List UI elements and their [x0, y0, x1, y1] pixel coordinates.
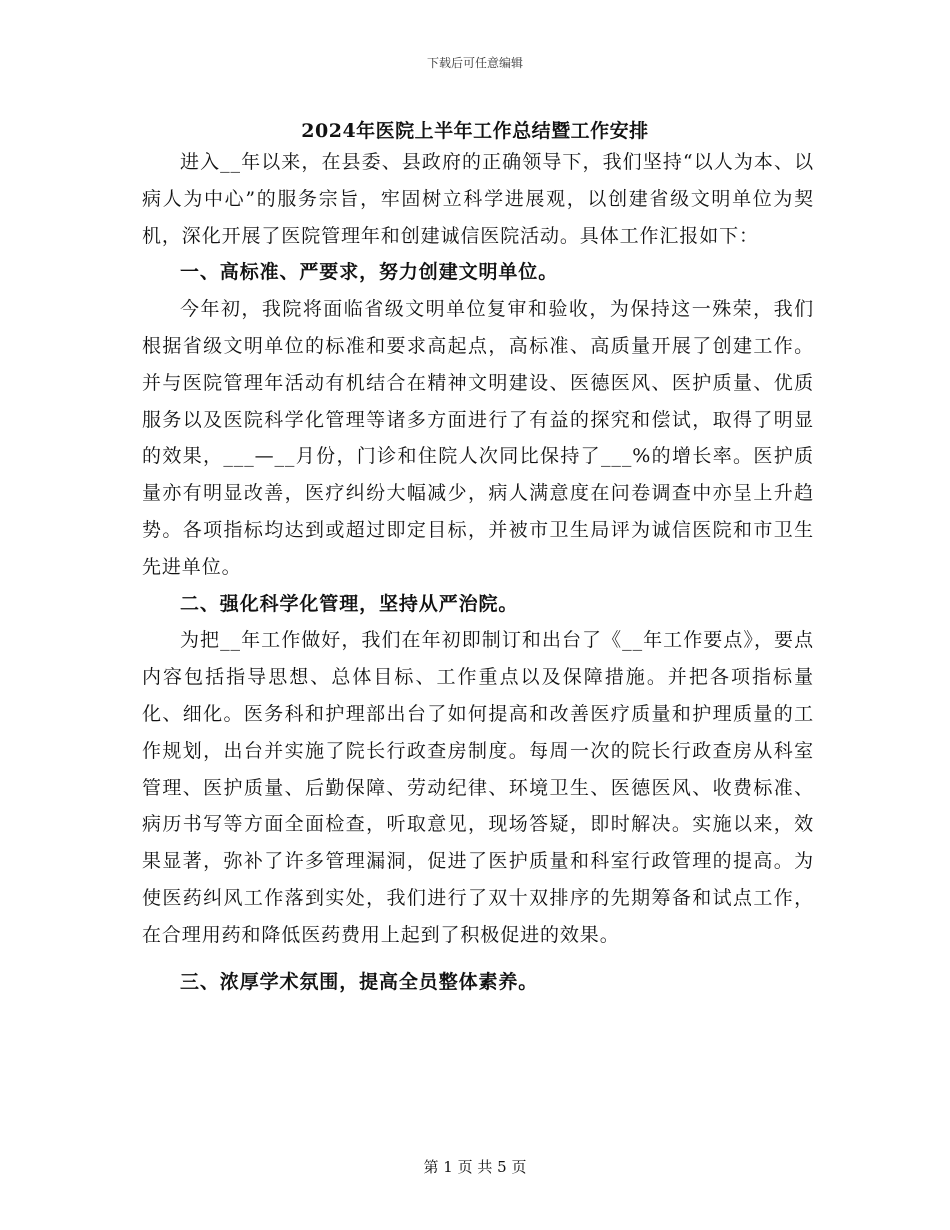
header-note: 下载后可任意编辑 — [426, 56, 523, 70]
document-title: 2024年医院上半年工作总结暨工作安排 — [301, 120, 649, 142]
section-heading-3: 三、浓厚学术氛围，提高全员整体素养。 — [180, 970, 539, 993]
section-1-paragraph: 今年初，我院将面临省级文明单位复审和验收，为保持这一殊荣，我们根据省级文明单位的标准和要求高起点，高标准、高质量开展了创建工作。并与医院管理年活动有机结合在精神文明建设、医德医风、医护质量、优质服务以及医院科学化管理等诸多方面进行了有益的探究和偿试，取得了明显的效果，___—__月份，门诊和住院人次同比保持了___%的增长率。医护质量亦有明显改善，医疗纠纷大幅减少，病人满意度在问卷调查中亦呈上升趋势。各项指标均达到或超过即定目标，并被市卫生局评为诚信医院和市卫生先进单位。 — [142, 298, 814, 578]
section-2-paragraph: 为把__年工作做好，我们在年初即制订和出台了《__年工作要点》，要点内容包括指导思想、总体目标、工作重点以及保障措施。并把各项指标量化、细化。医务科和护理部出台了如何提高和改善医疗质量和护理质量的工作规划，出台并实施了院长行政查房制度。每周一次的院长行政查房从科室管理、医护质量、后勤保障、劳动纪律、环境卫生、医德医风、收费标准、病历书写等方面全面检查，听取意见，现场答疑，即时解决。实施以来，效果显著，弥补了许多管理漏洞，促进了医护质量和科室行政管理的提高。为使医药纠风工作落到实处，我们进行了双十双排序的先期筹备和试点工作，在合理用药和降低医药费用上起到了积极促进的效果。 — [142, 629, 814, 946]
intro-paragraph: 进入__年以来，在县委、县政府的正确领导下，我们坚持“以人为本、以病人为中心”的服务宗旨，牢固树立科学进展观，以创建省级文明单位为契机，深化开展了医院管理年和创建诚信医院活动。具体工作汇报如下： — [142, 151, 814, 247]
document-body — [142, 144, 814, 1000]
section-heading-1: 一、高标准、严要求，努力创建文明单位。 — [180, 261, 559, 284]
section-heading-2: 二、强化科学化管理，坚持从严治院。 — [180, 592, 519, 615]
page-number: 第 1 页 共 5 页 — [423, 1158, 527, 1176]
